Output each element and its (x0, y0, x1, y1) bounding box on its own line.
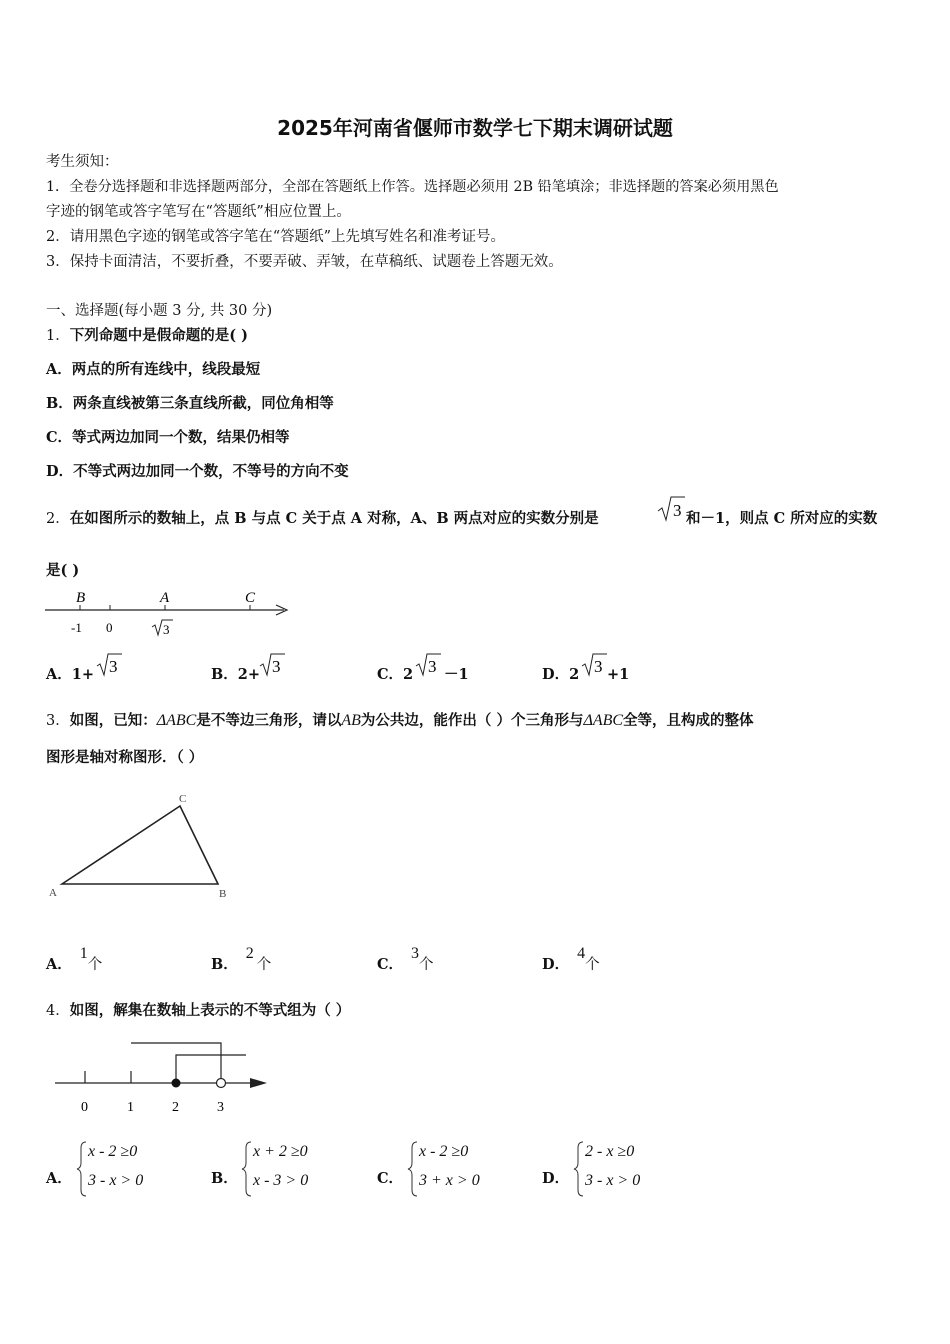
point-label-b: B (76, 590, 86, 606)
question-1-stem: 下列命题中是假命题的是( ) (69, 327, 249, 344)
question-3-line-2: 图形是轴对称图形．（ ） (46, 749, 204, 766)
q4-option-b-brace-icon (241, 1141, 253, 1197)
question-1-number: 1． (46, 328, 70, 344)
question-4 (46, 1001, 350, 1021)
q4-option-d-line-1: 2 - x ≥0 (585, 1143, 635, 1160)
vertex-label-b: B (219, 888, 227, 900)
triangle-abc-symbol: ΔABC (156, 712, 197, 729)
q2-option-d-suffix: +1 (607, 666, 630, 683)
point-label-c: C (245, 590, 256, 606)
q4-option-a-line-2: 3 - x > 0 (88, 1172, 144, 1189)
q3-option-a[interactable] (46, 945, 103, 975)
q2-option-d-radicand: 3 (594, 657, 603, 676)
q4-option-b-line-1: x + 2 ≥0 (253, 1143, 308, 1160)
q2-option-d[interactable] (542, 665, 579, 685)
q3-option-c-unit: 个 (419, 957, 434, 973)
question-3-stem-d: 全等，且构成的整体 (623, 712, 754, 729)
page-title: 2025年河南省偃师市数学七下期末调研试题 (277, 116, 673, 140)
q3-option-d-unit: 个 (585, 957, 600, 973)
tick-label-3: 3 (217, 1100, 224, 1115)
q3-option-d-label: D． (542, 956, 570, 973)
q4-option-c-brace-icon (407, 1141, 419, 1197)
q3-option-c-label: C． (377, 956, 404, 973)
triangle-abc (62, 806, 218, 884)
q2-option-b[interactable] (211, 665, 260, 685)
q3-triangle-figure (46, 788, 236, 903)
q2-option-c-sqrt (414, 651, 442, 679)
q3-option-d-value: 4 (577, 945, 586, 962)
notice-line-2: 2．请用黑色字迹的钢笔或答字笔在“答题纸”上先填写姓名和准考证号。 (46, 229, 506, 245)
q4-option-c-label[interactable]: C． (377, 1170, 404, 1187)
q2-option-c-suffix: －1 (444, 666, 469, 683)
q3-option-d[interactable] (542, 945, 600, 975)
q3-option-b-unit: 个 (256, 957, 272, 973)
sqrt-3-symbol (656, 494, 686, 524)
q4-option-a-brace-icon (76, 1141, 88, 1197)
q4-option-d-brace-icon (573, 1141, 585, 1197)
q4-option-d-line-2: 3 - x > 0 (585, 1172, 641, 1189)
question-3-stem-a: 如图，已知： (69, 712, 157, 729)
q2-option-b-sqrt (258, 651, 286, 679)
q1-option-c[interactable]: C．等式两边加同一个数，结果仍相等 (46, 429, 290, 446)
tick-label-sqrt3: 3 (163, 622, 170, 637)
q2-option-b-prefix: 2+ (237, 666, 261, 683)
q3-option-a-value: 1 (79, 945, 88, 962)
q4-option-d-label[interactable]: D． (542, 1170, 570, 1187)
q2-option-c[interactable] (377, 665, 413, 685)
question-2-stem-3: 是( ) (46, 562, 80, 579)
question-2-number: 2． (46, 511, 70, 527)
q2-option-a-label: A． (46, 666, 72, 683)
q4-number-line (50, 1035, 275, 1120)
segment-ab-symbol: AB (341, 712, 361, 729)
question-2-stem-1: 在如图所示的数轴上，点 B 与点 C 关于点 A 对称，A、B 两点对应的实数分别是 (69, 510, 599, 527)
bracket-x-greater-equal-2 (176, 1055, 246, 1083)
q2-number-line (40, 585, 295, 641)
q3-option-c[interactable] (377, 945, 434, 975)
question-2-stem-2: 和－1，则点 C 所对应的实数 (686, 510, 878, 527)
q2-option-d-sqrt (580, 651, 608, 679)
q1-option-a[interactable]: A．两点的所有连线中，线段最短 (46, 361, 261, 378)
tick-label-0: 0 (81, 1100, 88, 1115)
open-dot-at-3 (217, 1079, 226, 1088)
q2-option-a-radicand: 3 (109, 657, 118, 676)
q2-option-a-prefix: 1+ (71, 666, 95, 683)
section-heading: 一、选择题(每小题 3 分, 共 30 分) (46, 303, 273, 319)
q2-option-d-label: D． (542, 666, 570, 683)
question-3-line-1 (46, 711, 754, 731)
question-1 (46, 326, 248, 346)
point-label-a: A (160, 590, 170, 606)
q2-option-d-prefix: 2 (569, 666, 580, 683)
q2-option-b-radicand: 3 (272, 657, 281, 676)
q2-option-a-sqrt (95, 651, 123, 679)
q4-option-a-line-1: x - 2 ≥0 (88, 1143, 138, 1160)
question-3-number: 3． (46, 713, 70, 729)
notice-line-1a: 1．全卷分选择题和非选择题两部分，全部在答题纸上作答。选择题必须用 2B 铅笔填涂；非选择题的答案必须用黑色 (46, 179, 779, 195)
q3-option-a-label: A． (46, 956, 72, 973)
q4-option-a-label[interactable]: A． (46, 1170, 72, 1187)
q1-option-d[interactable]: D．不等式两边加同一个数，不等号的方向不变 (46, 463, 349, 480)
q4-option-c-line-2: 3 + x > 0 (419, 1172, 480, 1189)
q2-option-b-label: B． (211, 666, 238, 683)
tick-label-minus-1: -1 (71, 620, 82, 635)
q1-option-b[interactable]: B．两条直线被第三条直线所截，同位角相等 (46, 395, 334, 412)
tick-label-2: 2 (172, 1100, 179, 1115)
q4-option-b-line-2: x - 3 > 0 (253, 1172, 309, 1189)
q2-option-c-label: C． (377, 666, 404, 683)
q4-option-c-line-1: x - 2 ≥0 (419, 1143, 469, 1160)
q2-option-c-prefix: 2 (403, 666, 414, 683)
tick-label-0: 0 (106, 620, 113, 635)
q2-option-a[interactable] (46, 665, 94, 685)
q3-option-b-value: 2 (245, 945, 254, 962)
q2-option-c-radicand: 3 (428, 657, 437, 676)
sqrt-3-radicand: 3 (673, 501, 682, 520)
solid-dot-at-2 (172, 1079, 181, 1088)
vertex-label-c: C (179, 793, 187, 805)
question-4-stem: 如图，解集在数轴上表示的不等式组为（ ） (69, 1002, 351, 1019)
question-2 (46, 509, 599, 529)
question-3-stem-b: 是不等边三角形，请以 (196, 712, 342, 729)
q3-option-c-value: 3 (411, 945, 420, 962)
q4-option-b-label[interactable]: B． (211, 1170, 238, 1187)
q3-option-b-label: B． (211, 956, 238, 973)
vertex-label-a: A (49, 887, 57, 899)
axis-arrow-icon (250, 1078, 267, 1088)
tick-label-1: 1 (127, 1100, 134, 1115)
question-4-number: 4． (46, 1003, 70, 1019)
q3-option-a-unit: 个 (87, 957, 103, 973)
notice-line-1b: 字迹的钢笔或答字笔写在“答题纸”相应位置上。 (46, 204, 351, 220)
notice-heading: 考生须知： (46, 154, 119, 170)
notice-line-3: 3．保持卡面清洁，不要折叠，不要弄破、弄皱，在草稿纸、试题卷上答题无效。 (46, 254, 563, 270)
triangle-abc-symbol-2: ΔABC (583, 712, 624, 729)
question-3-stem-c: 为公共边，能作出（ ）个三角形与 (360, 712, 584, 729)
q3-option-b[interactable] (211, 945, 272, 975)
